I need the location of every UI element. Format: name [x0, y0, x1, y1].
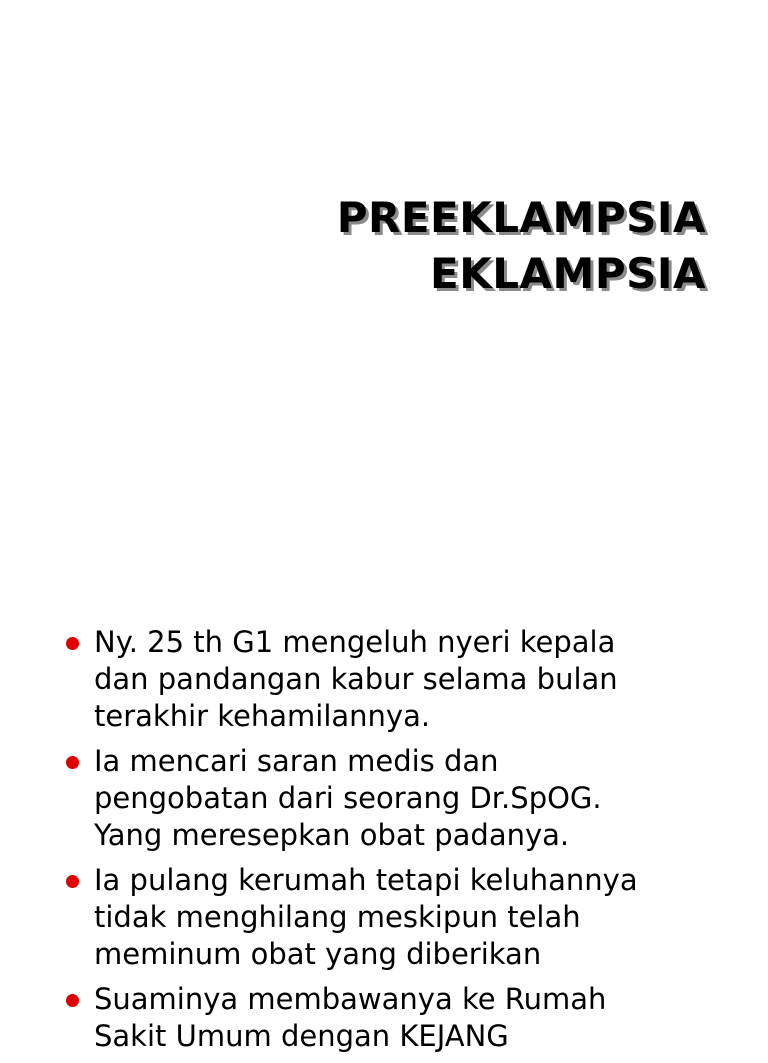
- bullet-text-line: Ia mencari saran medis dan: [94, 744, 499, 778]
- bullet-text-line: terakhir kehamilannya.: [94, 699, 431, 733]
- title-line-2: EKLAMPSIA: [430, 249, 706, 298]
- bullet-dot-icon: [66, 994, 79, 1007]
- bullet-text-line: meminum obat yang diberikan: [94, 937, 542, 971]
- bullet-list: [66, 624, 706, 1063]
- bullet-dot-icon: [66, 637, 79, 650]
- slide-title: [337, 190, 706, 302]
- bullet-item: [66, 624, 706, 735]
- bullet-text-line: Sakit Umum dengan KEJANG: [94, 1019, 509, 1053]
- bullet-item: [66, 862, 706, 973]
- title-line-1: PREEKLAMPSIA: [336, 193, 706, 242]
- bullet-item: [66, 981, 706, 1055]
- bullet-text-line: Ny. 25 th G1 mengeluh nyeri kepala: [94, 625, 616, 659]
- bullet-text-line: Suaminya membawanya ke Rumah: [94, 982, 607, 1016]
- bullet-text-line: Ia pulang kerumah tetapi keluhannya: [94, 863, 638, 897]
- bullet-text-line: Yang meresepkan obat padanya.: [94, 818, 570, 852]
- bullet-text-line: tidak menghilang meskipun telah: [94, 900, 581, 934]
- bullet-dot-icon: [66, 756, 79, 769]
- bullet-dot-icon: [66, 875, 79, 888]
- bullet-item: [66, 743, 706, 854]
- bullet-text-line: pengobatan dari seorang Dr.SpOG.: [94, 781, 602, 815]
- bullet-text-line: dan pandangan kabur selama bulan: [94, 662, 618, 696]
